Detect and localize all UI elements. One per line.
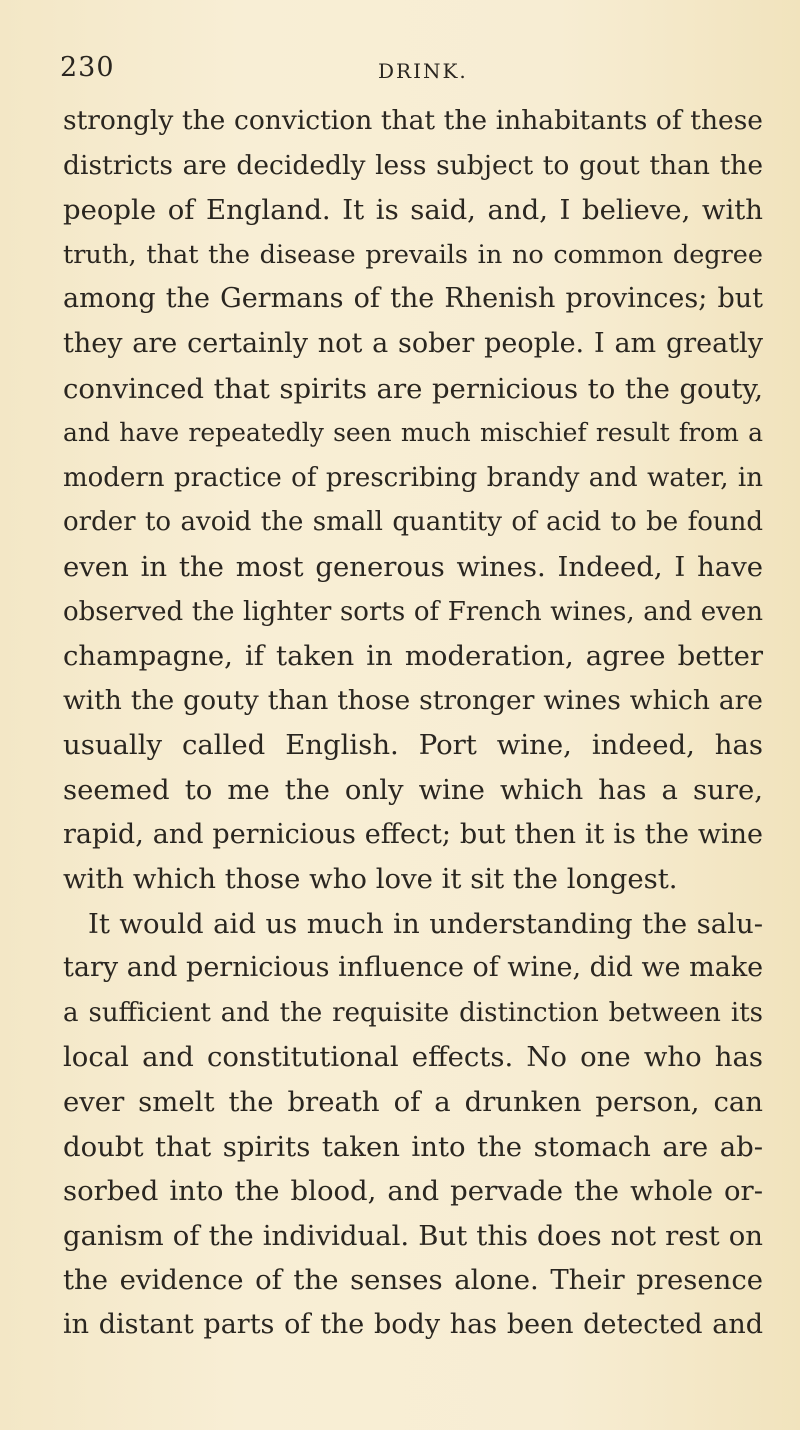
- text-line: a sufficient and the requisite distinction between its: [63, 997, 763, 1028]
- text-line: local and constitutional effects. No one who has: [63, 1041, 763, 1074]
- text-line: convinced that spirits are pernicious to the gouty,: [63, 372, 763, 405]
- text-line: they are certainly not a sober people. I am greatly: [63, 327, 763, 359]
- text-line: with the gouty than those stronger wines which are: [63, 684, 763, 716]
- text-line: people of England. It is said, and, I believe, with: [63, 194, 763, 227]
- text-line: ganism of the individual. But this does not rest on: [63, 1219, 763, 1252]
- text-line: strongly the conviction that the inhabitants of these: [63, 105, 763, 136]
- text-line: usually called English. Port wine, indeed, has: [63, 729, 763, 762]
- text-line: order to avoid the small quantity of acid to be found: [63, 507, 763, 538]
- text-line: champagne, if taken in moderation, agree better: [63, 640, 763, 673]
- text-line: seemed to me the only wine which has a sure,: [63, 773, 763, 806]
- text-line: tary and pernicious influence of wine, did we make: [63, 952, 764, 984]
- text-line: the evidence of the senses alone. Their presence: [63, 1264, 763, 1297]
- text-line: rapid, and pernicious effect; but then it is the wine: [63, 818, 763, 850]
- text-line: modern practice of prescribing brandy and water, in: [63, 462, 763, 493]
- text-line: ever smelt the breath of a drunken person, can: [63, 1086, 763, 1119]
- page-number: 230: [60, 52, 115, 83]
- text-line: doubt that spirits taken into the stomach are ab-: [63, 1130, 763, 1163]
- running-head: DRINK.: [378, 59, 468, 83]
- text-line: truth, that the disease prevails in no common degree: [63, 239, 763, 270]
- text-line: even in the most generous wines. Indeed, I have: [63, 550, 763, 583]
- paragraph-end-line: with which those who love it sit the longest.: [63, 863, 678, 896]
- text-line: sorbed into the blood, and pervade the whole or-: [63, 1175, 763, 1208]
- text-line: among the Germans of the Rhenish provinces; but: [63, 283, 763, 315]
- text-line: and have repeatedly seen much mischief result from a: [63, 418, 763, 448]
- body-text: [63, 99, 763, 1348]
- text-line: districts are decidedly less subject to gout than the: [63, 149, 763, 181]
- page-header: [60, 52, 760, 92]
- text-line: observed the lighter sorts of French wines, and even: [63, 596, 763, 627]
- paragraph-start-line: It would aid us much in understanding the salu-: [88, 907, 763, 940]
- text-line: in distant parts of the body has been detected and: [63, 1309, 763, 1341]
